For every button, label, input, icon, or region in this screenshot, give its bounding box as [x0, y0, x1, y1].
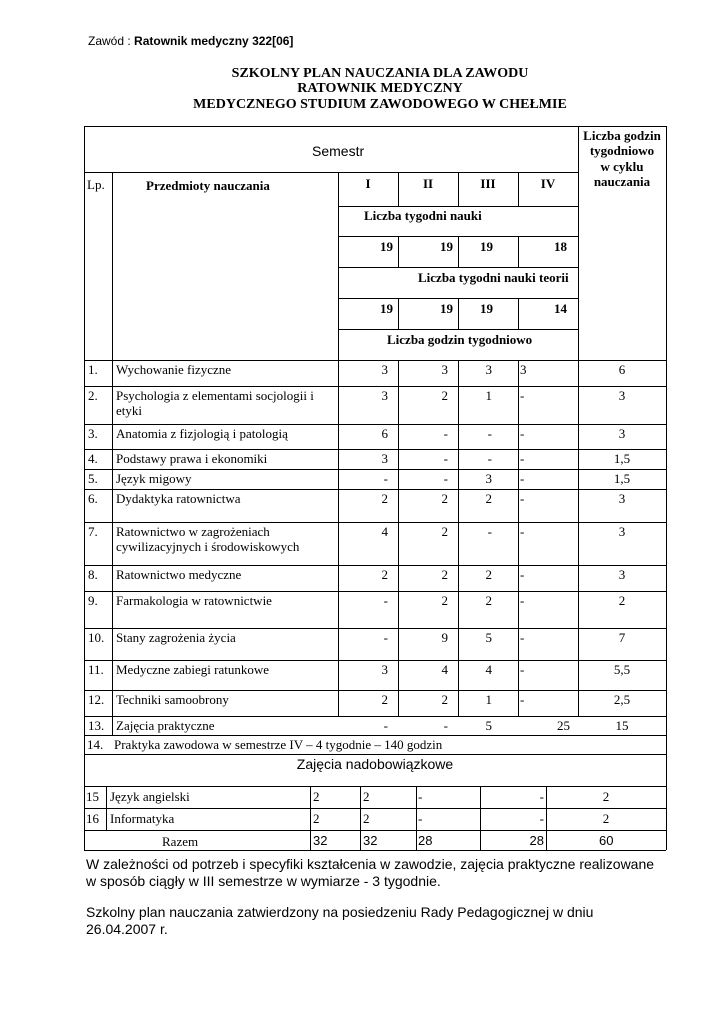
row-lp: 1.: [88, 362, 98, 377]
row-sem-II: -: [443, 471, 448, 486]
table-rule: [338, 206, 578, 207]
row-sem-II: 3: [441, 362, 448, 377]
optional-sem-IV: -: [539, 811, 544, 826]
row-sem-II: -: [443, 451, 448, 466]
row-total: 7: [618, 630, 626, 645]
optional-sem-III: -: [418, 789, 423, 804]
row-lp: 6.: [88, 491, 98, 506]
lp-header: Lp.: [87, 177, 105, 192]
row-sem-III: 2: [485, 491, 492, 506]
optional-subject: Język angielski: [110, 789, 190, 804]
row-sem-II: 2: [441, 692, 448, 707]
note-line-2: w sposób ciągły w III semestrze w wymiarze - 3 tygodnie.: [86, 873, 441, 889]
optional-lp: 15: [86, 789, 99, 804]
table-rule: [666, 126, 667, 850]
row-sem-II: -: [443, 718, 448, 733]
hours-cycle-header-4: nauczania: [593, 174, 651, 189]
row-subject: Ratownictwo w zagrożeniach: [116, 524, 270, 539]
title-line-1: SZKOLNY PLAN NAUCZANIA DLA ZAWODU: [231, 66, 529, 81]
hours-cycle-header-3: w cyklu: [600, 159, 644, 174]
row-sem-III: 5: [485, 630, 492, 645]
table-rule: [84, 808, 666, 809]
row-sem-II: -: [443, 426, 448, 441]
row-subject: Podstawy prawa i ekonomiki: [116, 451, 268, 466]
table-rule: [112, 172, 113, 735]
row-sem-IV: -: [520, 630, 525, 645]
row-total: 5,5: [613, 662, 631, 677]
row-subject: Zajęcia praktyczne: [116, 718, 215, 733]
table-rule: [84, 126, 85, 786]
row-lp: 11.: [88, 662, 104, 677]
row-subject: Język migowy: [116, 471, 192, 486]
note-line-1: W zależności od potrzeb i specyfiki kształcenia w zawodzie, zajęcia praktyczne realizowane: [86, 856, 655, 872]
approval-line-1: Szkolny plan nauczania zatwierdzony na posiedzeniu Rady Pedagogicznej w dniu: [86, 904, 594, 920]
row-subject: Farmakologia w ratownictwie: [116, 593, 272, 608]
row-subject: Techniki samoobrony: [116, 692, 229, 707]
row-sem-III: 2: [485, 567, 492, 582]
row-sem-II: 2: [441, 388, 448, 403]
row-subject: etyki: [116, 403, 142, 418]
table-rule: [310, 786, 311, 850]
row-14-text: Praktyka zawodowa w semestrze IV – 4 tygodnie – 140 godzin: [114, 737, 443, 752]
table-rule: [480, 786, 481, 850]
row-subject: Psychologia z elementami socjologii i: [116, 388, 314, 403]
row-sem-III: 1: [485, 388, 492, 403]
row-sem-IV: -: [520, 692, 525, 707]
row-sem-II: 2: [441, 524, 448, 539]
row-sem-I: 2: [381, 692, 388, 707]
weeks-label: Liczba tygodni nauki: [364, 208, 482, 223]
row-total: 6: [618, 362, 626, 377]
table-rule: [84, 830, 666, 831]
semester-III-header: III: [480, 176, 496, 191]
hours-cycle-header-2: tygodniowo: [589, 143, 655, 158]
row-sem-IV: 3: [520, 362, 527, 377]
row-sem-II: 2: [441, 593, 448, 608]
row-sem-IV: 25: [557, 718, 570, 733]
approval-line-2: 26.04.2007 r.: [86, 921, 168, 937]
row-sem-III: 3: [485, 362, 492, 377]
optional-sem-I: 2: [313, 811, 320, 826]
row-sem-II: 2: [441, 567, 448, 582]
row-sem-IV: -: [520, 524, 525, 539]
row-sem-II: 2: [441, 491, 448, 506]
row-sem-II: 4: [441, 662, 448, 677]
theory-weeks-I: 19: [380, 301, 393, 316]
row-sem-IV: -: [520, 426, 525, 441]
profession-value: Ratownik medyczny 322[06]: [134, 34, 294, 48]
table-rule: [84, 850, 666, 851]
semester-I-header: I: [365, 176, 371, 191]
row-sem-IV: -: [520, 662, 525, 677]
row-sem-IV: -: [520, 471, 525, 486]
weeks-III: 19: [480, 239, 493, 254]
row-sem-III: -: [487, 451, 492, 466]
optional-sem-II: 2: [363, 789, 370, 804]
row-lp: 9.: [88, 593, 98, 608]
row-total: 1,5: [613, 451, 631, 466]
row-sem-III: -: [487, 524, 492, 539]
row-sem-I: -: [383, 471, 388, 486]
table-rule: [84, 735, 666, 736]
row-sem-I: 6: [381, 426, 388, 441]
row-sem-I: 2: [381, 567, 388, 582]
row-sem-III: 5: [485, 718, 492, 733]
row-sem-III: 2: [485, 593, 492, 608]
row-lp: 13.: [88, 718, 105, 733]
sum-IV: 28: [529, 833, 544, 848]
row-lp: 4.: [88, 451, 98, 466]
row-lp: 2.: [88, 388, 98, 403]
table-rule: [398, 360, 399, 716]
row-sem-I: 4: [381, 524, 388, 539]
optional-sem-II: 2: [363, 811, 370, 826]
semester-IV-header: IV: [540, 176, 556, 191]
row-total: 3: [618, 491, 626, 506]
subjects-header: Przedmioty nauczania: [146, 178, 270, 193]
row-subject: Dydaktyka ratownictwa: [116, 491, 241, 506]
row-sem-IV: -: [520, 593, 525, 608]
optional-total: 2: [602, 811, 610, 826]
row-sem-I: 3: [381, 362, 388, 377]
row-sem-III: 3: [485, 471, 492, 486]
weeks-IV: 18: [554, 239, 567, 254]
optional-sem-I: 2: [313, 789, 320, 804]
theory-weeks-III: 19: [480, 301, 493, 316]
sum-label: Razem: [162, 834, 199, 849]
row-sem-IV: -: [520, 388, 525, 403]
hours-weekly-label: Liczba godzin tygodniowo: [387, 332, 533, 347]
table-rule: [338, 267, 578, 268]
row-lp: 3.: [88, 426, 98, 441]
row-total: 15: [615, 718, 629, 733]
row-sem-I: 3: [381, 451, 388, 466]
row-total: 3: [618, 426, 626, 441]
row-sem-III: -: [487, 426, 492, 441]
row-sem-I: -: [383, 630, 388, 645]
sum-III: 28: [418, 833, 433, 848]
table-rule: [84, 786, 85, 850]
row-total: 1,5: [613, 471, 631, 486]
title-line-3: MEDYCZNEGO STUDIUM ZAWODOWEGO W CHEŁMIE: [193, 97, 567, 112]
table-rule: [84, 716, 666, 717]
optional-lp: 16: [86, 811, 99, 826]
table-rule: [518, 360, 519, 716]
row-lp: 5.: [88, 471, 98, 486]
weeks-I: 19: [380, 239, 393, 254]
row-sem-III: 1: [485, 692, 492, 707]
row-subject: Anatomia z fizjologią i patologią: [116, 426, 288, 441]
row-lp: 7.: [88, 524, 98, 539]
row-sem-I: 3: [381, 388, 388, 403]
table-rule: [84, 786, 666, 787]
title-line-2: RATOWNIK MEDYCZNY: [297, 81, 463, 96]
row-total: 3: [618, 388, 626, 403]
sum-II: 32: [363, 833, 378, 848]
optional-subject: Informatyka: [110, 811, 175, 826]
row-total: 3: [618, 524, 626, 539]
row-total: 2,5: [613, 692, 631, 707]
row-sem-I: -: [383, 593, 388, 608]
row-sem-IV: -: [520, 491, 525, 506]
row-subject: Wychowanie fizyczne: [116, 362, 232, 377]
row-subject: Ratownictwo medyczne: [116, 567, 242, 582]
row-total: 3: [618, 567, 626, 582]
optional-sem-III: -: [418, 811, 423, 826]
row-sem-IV: -: [520, 451, 525, 466]
theory-weeks-label: Liczba tygodni nauki teorii: [418, 270, 569, 285]
row-14-lp: 14.: [87, 737, 104, 752]
table-rule: [416, 786, 417, 850]
row-sem-II: 9: [441, 630, 448, 645]
optional-sem-IV: -: [539, 789, 544, 804]
optional-total: 2: [602, 789, 610, 804]
row-sem-III: 4: [485, 662, 492, 677]
table-rule: [360, 786, 361, 850]
row-lp: 8.: [88, 567, 98, 582]
theory-weeks-II: 19: [440, 301, 453, 316]
row-sem-IV: -: [520, 567, 525, 582]
sum-total: 60: [599, 833, 614, 848]
hours-cycle-header-1: Liczba godzin: [583, 128, 661, 143]
sum-I: 32: [313, 833, 328, 848]
table-rule: [84, 754, 666, 755]
row-sem-I: -: [383, 718, 388, 733]
table-rule: [84, 172, 578, 173]
table-rule: [458, 360, 459, 716]
row-sem-I: 2: [381, 491, 388, 506]
row-subject: Medyczne zabiegi ratunkowe: [116, 662, 270, 677]
theory-weeks-IV: 14: [554, 301, 567, 316]
row-total: 2: [618, 593, 626, 608]
row-subject: cywilizacyjnych i środowiskowych: [116, 539, 300, 554]
row-lp: 10.: [88, 630, 105, 645]
weeks-II: 19: [440, 239, 453, 254]
semestr-label: Semestr: [312, 143, 365, 159]
profession-prefix: Zawód :: [88, 34, 135, 48]
optional-classes-label: Zajęcia nadobowiązkowe: [296, 756, 454, 772]
row-subject: Stany zagrożenia życia: [116, 630, 236, 645]
semester-II-header: II: [422, 176, 434, 191]
row-sem-I: 3: [381, 662, 388, 677]
table-rule: [338, 329, 578, 330]
row-lp: 12.: [88, 692, 105, 707]
